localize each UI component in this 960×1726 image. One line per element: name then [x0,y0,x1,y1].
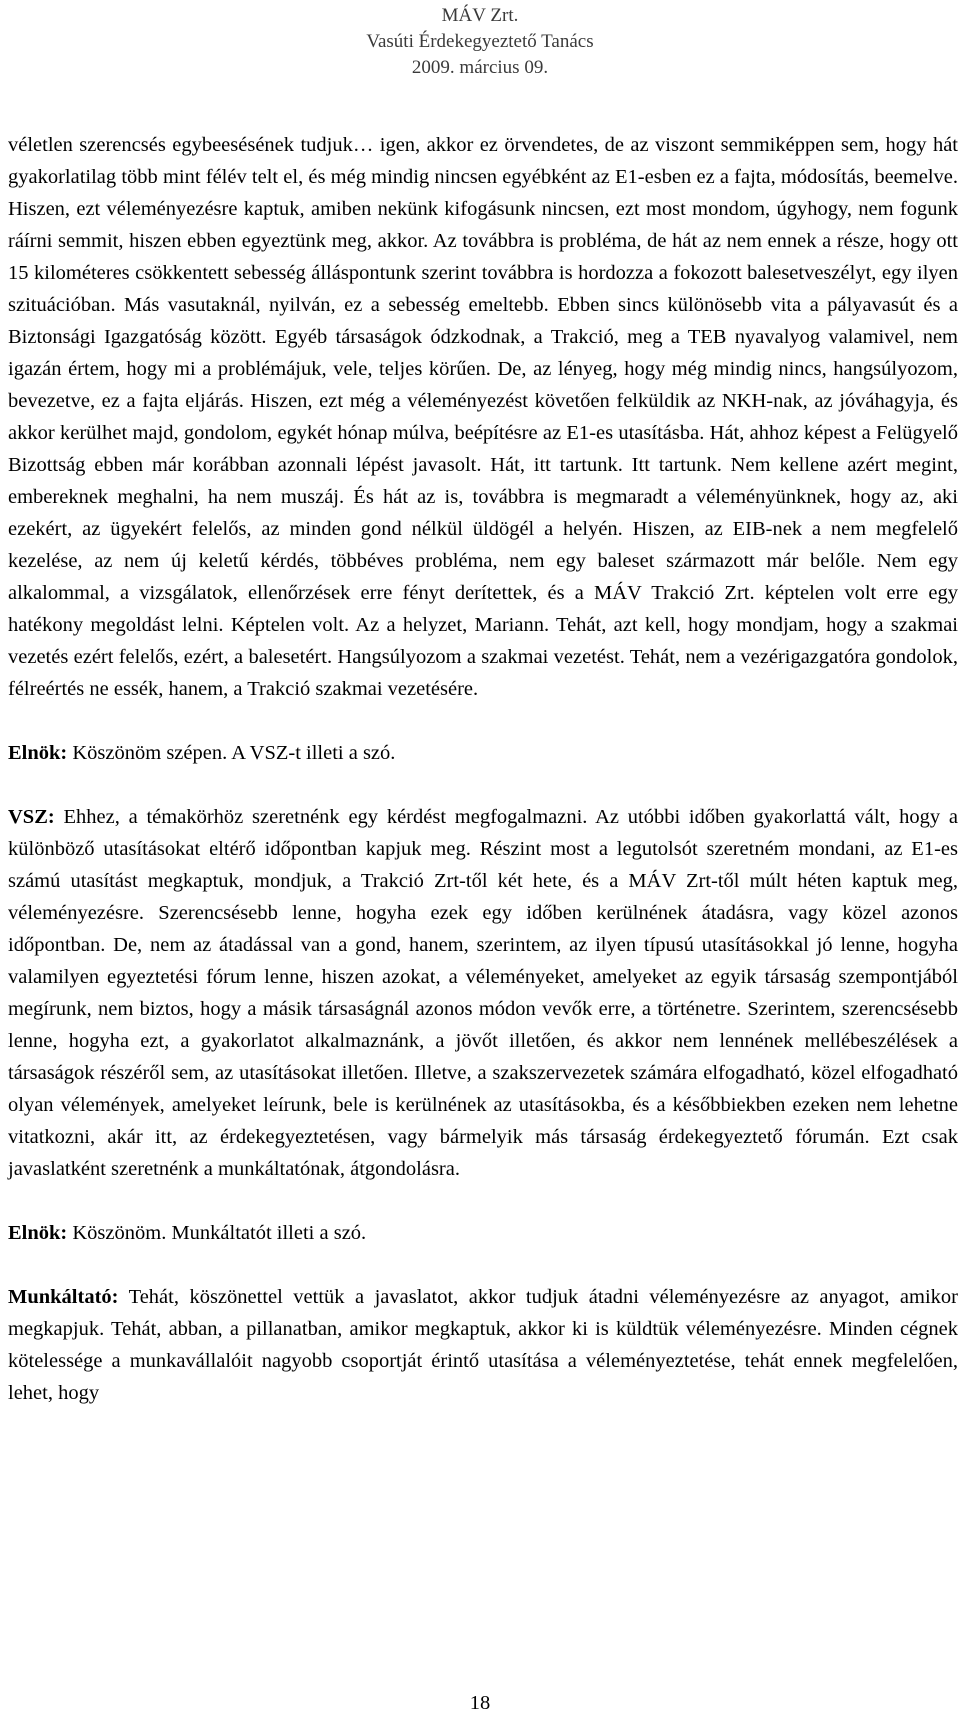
header-date: 2009. március 09. [411,57,549,78]
speaker-label: Elnök: [8,742,68,764]
page-number: 18 [469,1692,491,1714]
speaker-label: VSZ: [8,806,55,828]
header-forum: Vasúti Érdekegyeztető Tanács [366,31,594,52]
paragraph-employer [8,1281,958,1409]
paragraph-chair-1 [8,737,958,769]
paragraph-vsz [8,801,958,1185]
paragraph-text: Ehhez, a témakörhöz szeretnénk egy kérdést megfogalmazni. Az utóbbi időben gyakorlattá vált, hogy a különböző utasításokat eltérő időpontban kapjuk meg. Részint most a legutolsót szeretném mondani, az E1-es számú utasítást megkaptuk, mondjuk, a Trakció Zrt-től két hete, és a MÁV Zrt-től múlt héten kaptuk meg, véleményezésre. Szerencsésebb lenne, hogyha ezek egy időben kerülnének átadásra, vagy közel azonos időpontban. De, nem az átadással van a gond, hanem, szerintem, az ilyen típusú utasításokkal jó lenne, hogyha valamilyen egyeztetési fórum lenne, hiszen azokat, a véleményeket, amelyeket az egyik társaság szempontjából megírunk, nem biztos, hogy a másik társaságnál azonos módon vevők erre, a történetre. Szerintem, szerencsésebb lenne, hogyha ezt, a gyakorlatot alkalmaznánk, a jövőt illetően, és akkor nem lennének mellébeszélések a társaságok részéről sem, az utasításokat illetően. Illetve, a szakszervezetek számára elfogadható, közel elfogadható olyan vélemények, amelyeket leírunk, bele is kerülnének az utasításokba, és a későbbiekben ezeken nem lehetne vitatkozni, akár itt, az érdekegyeztetésen, vagy bármelyik más társaság érdekegyeztető fórumán. Ezt csak javaslatként szeretnénk a munkáltatónak, átgondolásra. [8,806,958,1180]
page-header [0,3,960,81]
paragraph-text: Köszönöm szépen. A VSZ-t illeti a szó. [67,742,396,764]
paragraph-text: Köszönöm. Munkáltatót illeti a szó. [67,1222,367,1244]
document-body [8,129,958,1409]
speaker-label: Munkáltató: [8,1286,119,1308]
paragraph-chair-2 [8,1217,958,1249]
paragraph-text: Tehát, köszönettel vettük a javaslatot, akkor tudjuk átadni véleményezésre az anyagot, amikor megkapjuk. Tehát, abban, a pillanatban, amikor megkaptuk, akkor ki is küldtük véleményezésre. Minden cégnek kötelessége a munkavállalóit nagyobb csoportját érintő utasítása a véleményeztetése, tehát ennek megfelelően, lehet, hogy [8,1286,958,1404]
speaker-label: Elnök: [8,1222,68,1244]
paragraph-continuation [8,129,958,705]
header-organization: MÁV Zrt. [441,5,519,26]
paragraph-text: véletlen szerencsés egybeesésének tudjuk… igen, akkor ez örvendetes, de az viszont semmiképpen sem, hogy hát gyakorlatilag több mint félév telt el, és még mindig nincsen egyébként az E1-esben ez a fajta, módosítás, beemelve. Hiszen, ezt véleményezésre kaptuk, amiben nekünk kifogásunk nincsen, ezt most mondom, úgyhogy, nem fogunk ráírni semmit, hiszen ebben egyeztünk meg, akkor. Az továbbra is probléma, de hát az nem ennek a része, hogy ott 15 kilométeres csökkentett sebesség álláspontunk szerint továbbra is hordozza a fokozott balesetveszélyt, egy ilyen szituációban. Más vasutaknál, nyilván, ez a sebesség emeltebb. Ebben sincs különösebb vita a pályavasút és a Biztonsági Igazgatóság között. Egyéb társaságok ódzkodnak, a Trakció, meg a TEB nyavalyog valamivel, nem igazán értem, hogy mi a problémájuk, vele, teljes körűen. De, az lényeg, hogy még mindig nincs, hangsúlyozom, bevezetve, ez a fajta eljárás. Hiszen, ezt még a véleményezést követően felküldik az NKH-nak, az jóváhagyja, és akkor kerülhet majd, gondolom, egykét hónap múlva, beépítésre az E1-es utasításba. Hát, ahhoz képest a Felügyelő Bizottság ebben már korábban azonnali lépést javasolt. Hát, itt tartunk. Itt tartunk. Nem kellene azért megint, embereknek meghalni, ha nem muszáj. És hát az is, továbbra is megmaradt a véleményünknek, hogy az, aki ezekért, az ügyekért felelős, az minden gond nélkül üldögél a helyén. Hiszen, az EIB-nek a nem megfelelő kezelése, az nem új keletű kérdés, többéves probléma, nem egy baleset származott már belőle. Nem egy alkalommal, a vizsgálatok, ellenőrzések erre fényt derítettek, és a MÁV Trakció Zrt. képtelen volt erre egy hatékony megoldást lelni. Képtelen volt. Az a helyzet, Mariann. Tehát, azt kell, hogy mondjam, hogy a szakmai vezetés ezért felelős, ezért, a balesetért. Hangsúlyozom a szakmai vezetést. Tehát, nem a vezérigazgatóra gondolok, félreértés ne essék, hanem, a Trakció szakmai vezetésére. [8,134,958,700]
